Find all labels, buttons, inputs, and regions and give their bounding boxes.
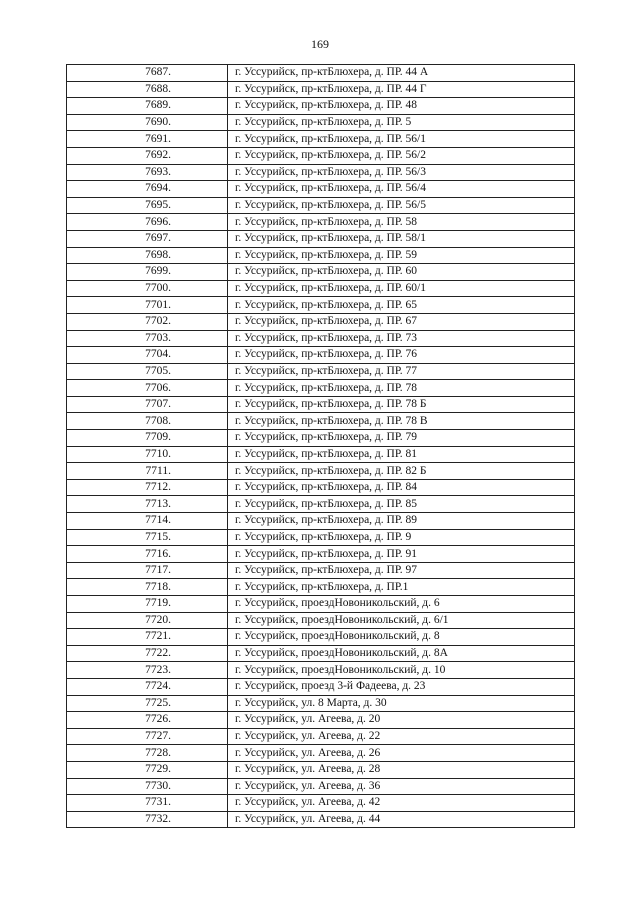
table-row — [67, 363, 575, 380]
row-address: г. Уссурийск, пр-ктБлюхера, д. ПР. 76 — [228, 347, 575, 364]
row-number: 7727. — [67, 728, 228, 745]
row-number: 7687. — [67, 65, 228, 82]
row-number: 7714. — [67, 513, 228, 530]
table-row — [67, 546, 575, 563]
row-address: г. Уссурийск, пр-ктБлюхера, д. ПР. 58 — [228, 214, 575, 231]
table-row — [67, 645, 575, 662]
table-row — [67, 347, 575, 364]
row-number: 7729. — [67, 761, 228, 778]
row-number: 7691. — [67, 131, 228, 148]
row-address: г. Уссурийск, пр-ктБлюхера, д. ПР. 91 — [228, 546, 575, 563]
row-address: г. Уссурийск, пр-ктБлюхера, д. ПР. 44 Г — [228, 81, 575, 98]
table-row — [67, 446, 575, 463]
row-number: 7722. — [67, 645, 228, 662]
row-number: 7702. — [67, 313, 228, 330]
row-address: г. Уссурийск, пр-ктБлюхера, д. ПР. 78 В — [228, 413, 575, 430]
table-row — [67, 65, 575, 82]
row-address: г. Уссурийск, пр-ктБлюхера, д. ПР. 82 Б — [228, 463, 575, 480]
row-number: 7716. — [67, 546, 228, 563]
row-address: г. Уссурийск, пр-ктБлюхера, д. ПР. 59 — [228, 247, 575, 264]
row-address: г. Уссурийск, пр-ктБлюхера, д. ПР. 9 — [228, 529, 575, 546]
table-row — [67, 745, 575, 762]
table-row — [67, 264, 575, 281]
row-address: г. Уссурийск, пр-ктБлюхера, д. ПР. 56/3 — [228, 164, 575, 181]
row-number: 7688. — [67, 81, 228, 98]
table-row — [67, 430, 575, 447]
row-address: г. Уссурийск, пр-ктБлюхера, д. ПР. 84 — [228, 479, 575, 496]
row-address: г. Уссурийск, ул. Агеева, д. 44 — [228, 811, 575, 828]
table-row — [67, 678, 575, 695]
table-row — [67, 612, 575, 629]
row-number: 7715. — [67, 529, 228, 546]
row-address: г. Уссурийск, пр-ктБлюхера, д. ПР. 77 — [228, 363, 575, 380]
table-row — [67, 297, 575, 314]
row-number: 7701. — [67, 297, 228, 314]
table-row — [67, 463, 575, 480]
table-row — [67, 728, 575, 745]
row-number: 7694. — [67, 181, 228, 198]
table-row — [67, 761, 575, 778]
row-number: 7699. — [67, 264, 228, 281]
row-address: г. Уссурийск, ул. Агеева, д. 22 — [228, 728, 575, 745]
row-address: г. Уссурийск, пр-ктБлюхера, д. ПР. 81 — [228, 446, 575, 463]
table-row — [67, 579, 575, 596]
row-number: 7726. — [67, 712, 228, 729]
table-row — [67, 230, 575, 247]
row-address: г. Уссурийск, проездНовоникольский, д. 6/1 — [228, 612, 575, 629]
row-address: г. Уссурийск, пр-ктБлюхера, д. ПР. 85 — [228, 496, 575, 513]
table-row — [67, 131, 575, 148]
row-address: г. Уссурийск, пр-ктБлюхера, д. ПР. 73 — [228, 330, 575, 347]
row-number: 7721. — [67, 629, 228, 646]
row-number: 7706. — [67, 380, 228, 397]
table-row — [67, 380, 575, 397]
row-address: г. Уссурийск, ул. Агеева, д. 20 — [228, 712, 575, 729]
table-row — [67, 413, 575, 430]
row-number: 7728. — [67, 745, 228, 762]
row-address: г. Уссурийск, ул. Агеева, д. 26 — [228, 745, 575, 762]
row-number: 7725. — [67, 695, 228, 712]
row-number: 7712. — [67, 479, 228, 496]
row-number: 7732. — [67, 811, 228, 828]
row-address: г. Уссурийск, пр-ктБлюхера, д. ПР. 78 — [228, 380, 575, 397]
row-address: г. Уссурийск, пр-ктБлюхера, д. ПР. 78 Б — [228, 396, 575, 413]
table-row — [67, 81, 575, 98]
row-number: 7695. — [67, 197, 228, 214]
row-address: г. Уссурийск, пр-ктБлюхера, д. ПР. 48 — [228, 98, 575, 115]
row-address: г. Уссурийск, проездНовоникольский, д. 10 — [228, 662, 575, 679]
row-address: г. Уссурийск, пр-ктБлюхера, д. ПР. 44 А — [228, 65, 575, 82]
row-number: 7717. — [67, 562, 228, 579]
row-address: г. Уссурийск, ул. 8 Марта, д. 30 — [228, 695, 575, 712]
row-address: г. Уссурийск, пр-ктБлюхера, д. ПР. 67 — [228, 313, 575, 330]
row-number: 7696. — [67, 214, 228, 231]
row-address: г. Уссурийск, пр-ктБлюхера, д. ПР. 56/5 — [228, 197, 575, 214]
row-number: 7709. — [67, 430, 228, 447]
row-address: г. Уссурийск, ул. Агеева, д. 42 — [228, 795, 575, 812]
row-number: 7720. — [67, 612, 228, 629]
row-number: 7710. — [67, 446, 228, 463]
page-number: 169 — [311, 37, 329, 51]
row-number: 7692. — [67, 147, 228, 164]
table-row — [67, 396, 575, 413]
row-address: г. Уссурийск, пр-ктБлюхера, д. ПР.1 — [228, 579, 575, 596]
table-row — [67, 496, 575, 513]
table-row — [67, 247, 575, 264]
row-address: г. Уссурийск, пр-ктБлюхера, д. ПР. 60 — [228, 264, 575, 281]
row-number: 7723. — [67, 662, 228, 679]
row-address: г. Уссурийск, пр-ктБлюхера, д. ПР. 79 — [228, 430, 575, 447]
table-row — [67, 147, 575, 164]
row-address: г. Уссурийск, пр-ктБлюхера, д. ПР. 56/4 — [228, 181, 575, 198]
row-address: г. Уссурийск, ул. Агеева, д. 36 — [228, 778, 575, 795]
table-row — [67, 114, 575, 131]
row-number: 7708. — [67, 413, 228, 430]
row-number: 7724. — [67, 678, 228, 695]
row-address: г. Уссурийск, пр-ктБлюхера, д. ПР. 65 — [228, 297, 575, 314]
row-address: г. Уссурийск, пр-ктБлюхера, д. ПР. 58/1 — [228, 230, 575, 247]
row-address: г. Уссурийск, проездНовоникольский, д. 8А — [228, 645, 575, 662]
row-address: г. Уссурийск, пр-ктБлюхера, д. ПР. 56/1 — [228, 131, 575, 148]
table-row — [67, 662, 575, 679]
row-number: 7698. — [67, 247, 228, 264]
row-number: 7705. — [67, 363, 228, 380]
table-row — [67, 778, 575, 795]
row-number: 7700. — [67, 280, 228, 297]
row-number: 7730. — [67, 778, 228, 795]
row-address: г. Уссурийск, пр-ктБлюхера, д. ПР. 5 — [228, 114, 575, 131]
table-row — [67, 811, 575, 828]
table-row — [67, 280, 575, 297]
row-number: 7718. — [67, 579, 228, 596]
row-number: 7697. — [67, 230, 228, 247]
table-row — [67, 529, 575, 546]
table-row — [67, 164, 575, 181]
table-row — [67, 479, 575, 496]
address-table — [66, 64, 575, 828]
row-address: г. Уссурийск, пр-ктБлюхера, д. ПР. 97 — [228, 562, 575, 579]
row-address: г. Уссурийск, пр-ктБлюхера, д. ПР. 56/2 — [228, 147, 575, 164]
row-number: 7711. — [67, 463, 228, 480]
table-row — [67, 562, 575, 579]
row-number: 7704. — [67, 347, 228, 364]
table-row — [67, 181, 575, 198]
address-table-body — [67, 65, 575, 828]
row-number: 7707. — [67, 396, 228, 413]
row-number: 7689. — [67, 98, 228, 115]
table-row — [67, 214, 575, 231]
table-row — [67, 629, 575, 646]
row-address: г. Уссурийск, пр-ктБлюхера, д. ПР. 60/1 — [228, 280, 575, 297]
row-address: г. Уссурийск, проездНовоникольский, д. 6 — [228, 596, 575, 613]
row-number: 7719. — [67, 596, 228, 613]
table-row — [67, 695, 575, 712]
table-row — [67, 330, 575, 347]
table-row — [67, 313, 575, 330]
row-address: г. Уссурийск, проездНовоникольский, д. 8 — [228, 629, 575, 646]
row-number: 7693. — [67, 164, 228, 181]
table-row — [67, 712, 575, 729]
table-row — [67, 795, 575, 812]
row-number: 7690. — [67, 114, 228, 131]
table-row — [67, 513, 575, 530]
table-row — [67, 596, 575, 613]
row-number: 7713. — [67, 496, 228, 513]
table-row — [67, 98, 575, 115]
row-address: г. Уссурийск, ул. Агеева, д. 28 — [228, 761, 575, 778]
row-address: г. Уссурийск, пр-ктБлюхера, д. ПР. 89 — [228, 513, 575, 530]
row-number: 7731. — [67, 795, 228, 812]
row-address: г. Уссурийск, проезд 3-й Фадеева, д. 23 — [228, 678, 575, 695]
table-row — [67, 197, 575, 214]
row-number: 7703. — [67, 330, 228, 347]
